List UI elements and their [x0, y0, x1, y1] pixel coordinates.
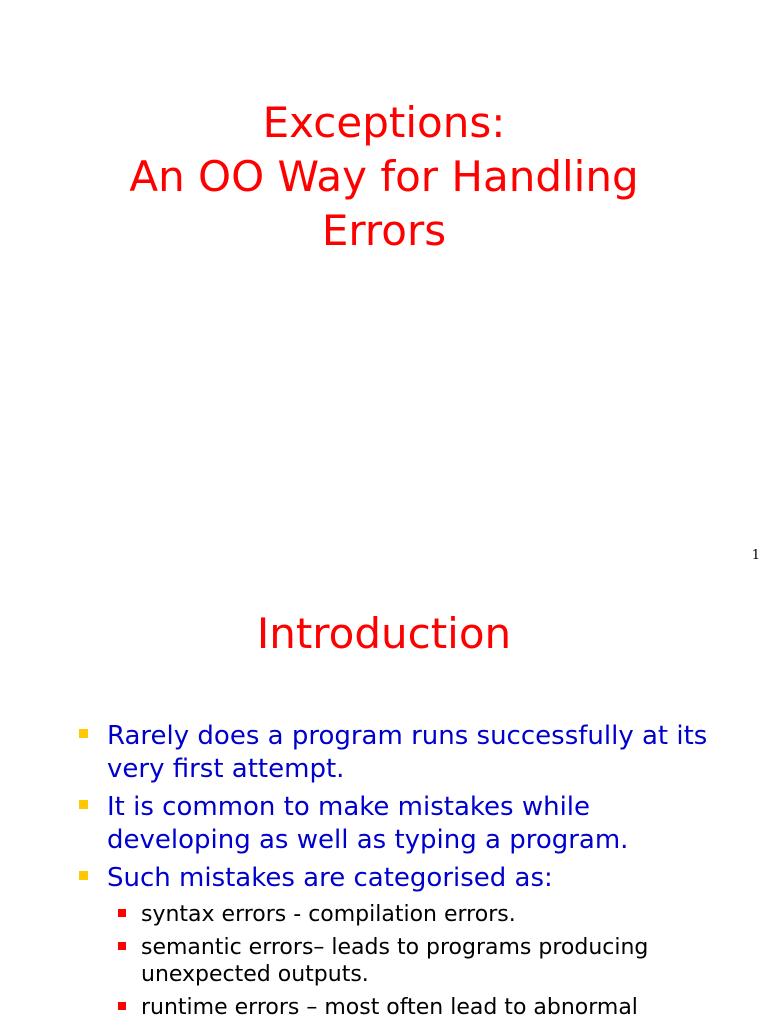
slide-2 — [0, 576, 768, 1024]
bullet-text: It is common to make mistakes while developing as well as typing a program. — [107, 792, 629, 855]
square-bullet-icon — [118, 942, 126, 950]
square-bullet-icon — [118, 1002, 126, 1010]
square-bullet-icon — [79, 871, 88, 880]
square-bullet-icon — [79, 800, 88, 809]
slide-title: Introduction — [256, 609, 512, 658]
square-bullet-icon — [79, 729, 88, 738]
title-line-2: An OO Way for Handling — [129, 152, 639, 201]
title-line-1: Exceptions: — [262, 98, 506, 147]
bullet-item — [0, 791, 768, 857]
bullet-item — [0, 720, 768, 786]
bullet-list — [0, 720, 768, 900]
sub-bullet-text: semantic errors– leads to programs producing unexpected outputs. — [141, 935, 649, 987]
bullet-item — [0, 862, 768, 895]
sub-bullet-item — [0, 901, 768, 928]
sub-bullet-item — [0, 994, 768, 1021]
bullet-text: Such mistakes are categorised as: — [107, 863, 553, 893]
sub-bullet-text: syntax errors - compilation errors. — [141, 902, 516, 927]
bullet-text: Rarely does a program runs successfully at its very first attempt. — [107, 721, 708, 784]
sub-bullet-item — [0, 934, 768, 988]
slide-title — [0, 96, 768, 258]
page-number: 1 — [751, 548, 760, 563]
sub-bullet-text: runtime errors – most often lead to abnormal — [141, 995, 638, 1020]
square-bullet-icon — [118, 909, 126, 917]
sub-bullet-list — [0, 901, 768, 1027]
title-line-3: Errors — [321, 206, 447, 255]
